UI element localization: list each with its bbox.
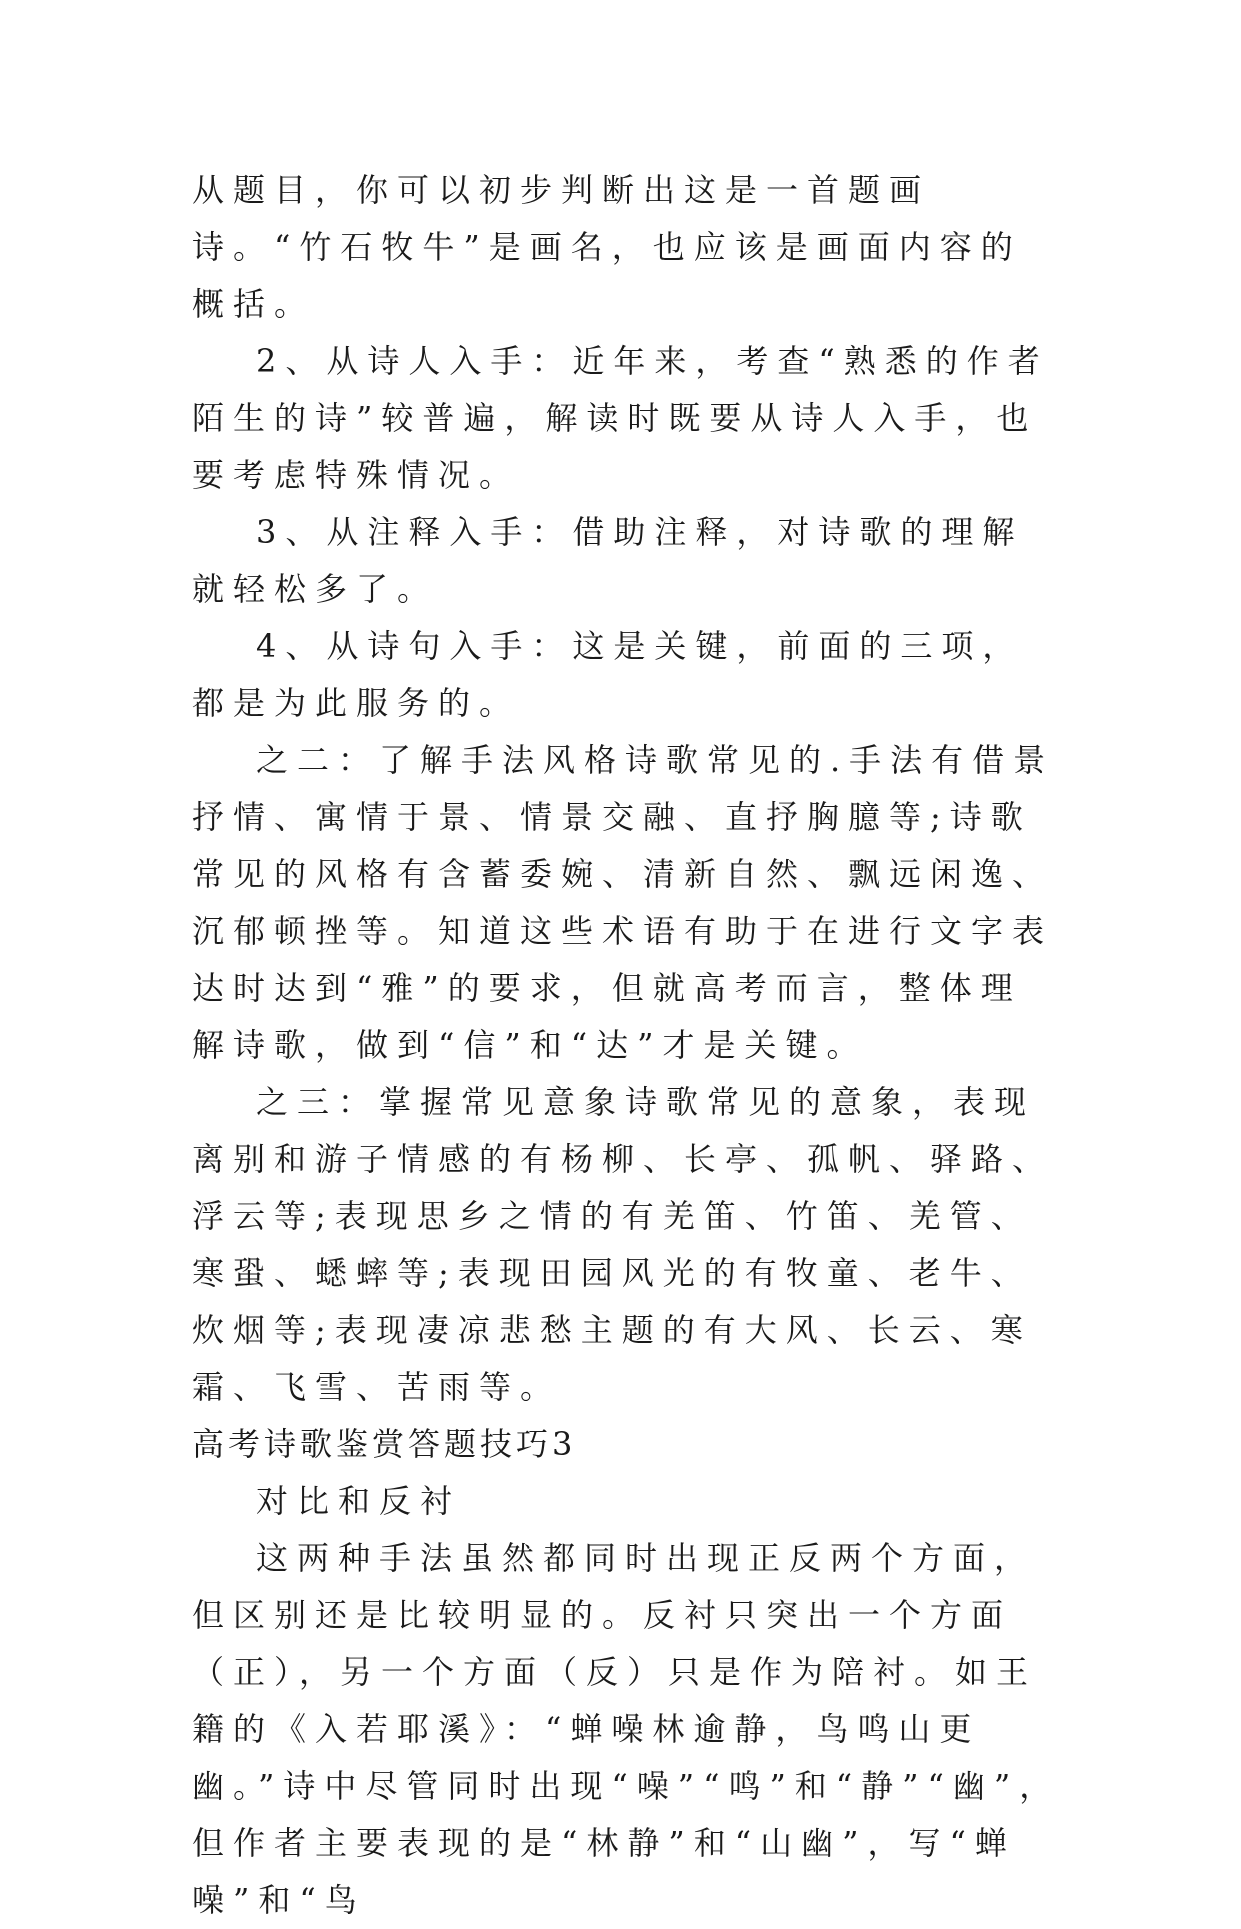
paragraph-techniques: 之二：了解手法风格诗歌常见的.手法有借景抒情、寓情于景、情景交融、直抒胸臆等;诗歌常见的风格有含蓄委婉、清新自然、飘远闲逸、沉郁顿挫等。知道这些术语有助于在进行文字表达时达到“雅”的要求，但就高考而言，整体理解诗歌，做到“信”和“达”才是关键。 xyxy=(192,741,1055,1064)
paragraph-intro: 从题目，你可以初步判断出这是一首题画诗。“竹石牧牛”是画名，也应该是画面内容的概括。 xyxy=(192,171,1022,323)
subheading-contrast: 对比和反衬 xyxy=(256,1482,462,1520)
section-heading: 高考诗歌鉴赏答题技巧3 xyxy=(192,1425,577,1463)
paragraph-imagery: 之三：掌握常见意象诗歌常见的意象，表现离别和游子情感的有杨柳、长亭、孤帆、驿路、浮云等;表现思乡之情的有羌笛、竹笛、羌管、寒蛩、蟋蟀等;表现田园风光的有牧童、老牛、炊烟等;表现凄凉悲愁主题的有大风、长云、寒霜、飞雪、苦雨等。 xyxy=(192,1083,1054,1406)
document-body xyxy=(192,162,1062,1929)
paragraph-notes: 3、从注释入手：借助注释，对诗歌的理解就轻松多了。 xyxy=(192,513,1024,608)
paragraph-lines: 4、从诗句入手：这是关键，前面的三项，都是为此服务的。 xyxy=(192,627,1024,722)
paragraph-poet: 2、从诗人入手：近年来，考查“熟悉的作者陌生的诗”较普遍，解读时既要从诗人入手，也要考虑特殊情况。 xyxy=(192,342,1049,494)
paragraph-contrast: 这两种手法虽然都同时出现正反两个方面，但区别还是比较明显的。反衬只突出一个方面（正），另一个方面（反）只是作为陪衬。如王籍的《入若耶溪》：“蝉噪林逾静，鸟鸣山更幽。”诗中尽管同时出现“噪”“鸣”和“静”“幽”，但作者主要表现的是“林静”和“山幽”，写“蝉噪”和“鸟 xyxy=(192,1539,1061,1919)
